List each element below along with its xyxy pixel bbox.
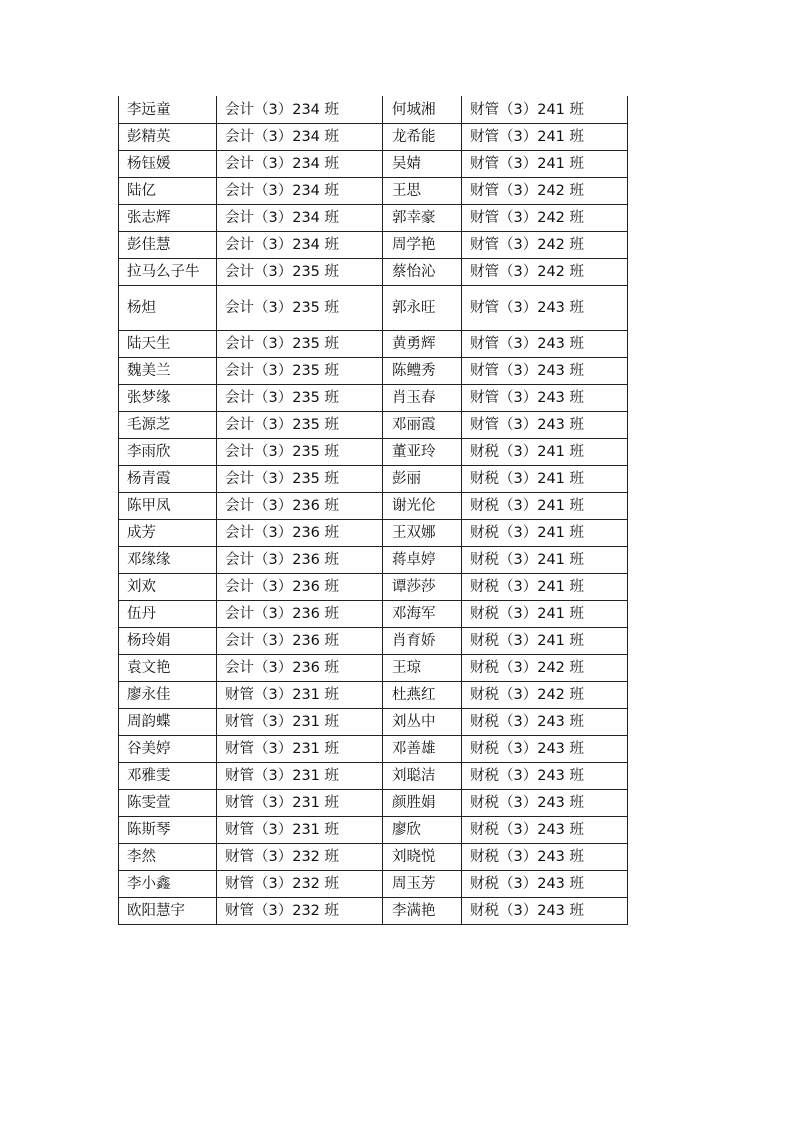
class-cell: 财管（3）243 班 — [462, 385, 628, 412]
class-cell: 财税（3）243 班 — [462, 871, 628, 898]
class-cell: 会计（3）235 班 — [217, 385, 383, 412]
table-row — [119, 259, 628, 286]
class-cell: 财管（3）231 班 — [217, 736, 383, 763]
student-name-cell: 李满艳 — [383, 898, 462, 925]
student-name-cell: 邓缘缘 — [119, 547, 217, 574]
table-row — [119, 385, 628, 412]
student-name-cell: 颜胜娟 — [383, 790, 462, 817]
student-name-cell: 黄勇辉 — [383, 331, 462, 358]
student-name-cell: 邓善雄 — [383, 736, 462, 763]
table-row — [119, 286, 628, 331]
student-name-cell: 郭幸豪 — [383, 205, 462, 232]
class-cell: 会计（3）236 班 — [217, 601, 383, 628]
table-row — [119, 124, 628, 151]
class-cell: 会计（3）235 班 — [217, 439, 383, 466]
class-cell: 财税（3）243 班 — [462, 736, 628, 763]
student-name-cell: 刘丛中 — [383, 709, 462, 736]
class-cell: 财管（3）231 班 — [217, 709, 383, 736]
student-name-cell: 吴婧 — [383, 151, 462, 178]
class-cell: 会计（3）236 班 — [217, 493, 383, 520]
class-cell: 财税（3）241 班 — [462, 628, 628, 655]
table-row — [119, 205, 628, 232]
class-cell: 财管（3）231 班 — [217, 817, 383, 844]
class-cell: 财管（3）232 班 — [217, 898, 383, 925]
class-cell: 财税（3）242 班 — [462, 682, 628, 709]
student-name-cell: 张梦缘 — [119, 385, 217, 412]
class-cell: 财税（3）241 班 — [462, 601, 628, 628]
student-name-cell: 董亚玲 — [383, 439, 462, 466]
class-cell: 财管（3）243 班 — [462, 412, 628, 439]
student-name-cell: 王双娜 — [383, 520, 462, 547]
table-row — [119, 844, 628, 871]
table-row — [119, 898, 628, 925]
student-name-cell: 杜燕红 — [383, 682, 462, 709]
student-name-cell: 魏美兰 — [119, 358, 217, 385]
class-cell: 会计（3）235 班 — [217, 286, 383, 331]
class-cell: 财税（3）241 班 — [462, 520, 628, 547]
class-cell: 财管（3）242 班 — [462, 259, 628, 286]
table-row — [119, 232, 628, 259]
table-row — [119, 682, 628, 709]
student-name-cell: 刘晓悦 — [383, 844, 462, 871]
class-cell: 会计（3）234 班 — [217, 232, 383, 259]
class-cell: 会计（3）236 班 — [217, 574, 383, 601]
class-cell: 会计（3）236 班 — [217, 655, 383, 682]
table-row — [119, 790, 628, 817]
class-cell: 财管（3）242 班 — [462, 232, 628, 259]
table-row — [119, 439, 628, 466]
student-name-cell: 陆天生 — [119, 331, 217, 358]
class-cell: 财税（3）242 班 — [462, 655, 628, 682]
class-cell: 财税（3）241 班 — [462, 466, 628, 493]
class-cell: 财管（3）242 班 — [462, 178, 628, 205]
student-name-cell: 刘聪洁 — [383, 763, 462, 790]
student-class-table — [118, 96, 628, 925]
class-cell: 会计（3）234 班 — [217, 124, 383, 151]
class-cell: 财税（3）243 班 — [462, 763, 628, 790]
class-cell: 财管（3）243 班 — [462, 331, 628, 358]
table-row — [119, 178, 628, 205]
class-cell: 财税（3）241 班 — [462, 574, 628, 601]
table-row — [119, 96, 628, 124]
table-row — [119, 547, 628, 574]
student-name-cell: 廖欣 — [383, 817, 462, 844]
student-name-cell: 陈斯琴 — [119, 817, 217, 844]
class-cell: 财税（3）243 班 — [462, 790, 628, 817]
table-row — [119, 655, 628, 682]
student-name-cell: 杨玲娟 — [119, 628, 217, 655]
student-name-cell: 张志辉 — [119, 205, 217, 232]
student-name-cell: 王思 — [383, 178, 462, 205]
student-name-cell: 陆亿 — [119, 178, 217, 205]
class-cell: 财管（3）243 班 — [462, 286, 628, 331]
class-cell: 会计（3）234 班 — [217, 178, 383, 205]
class-cell: 会计（3）236 班 — [217, 520, 383, 547]
student-name-cell: 邓海军 — [383, 601, 462, 628]
table-row — [119, 763, 628, 790]
table-row — [119, 736, 628, 763]
student-name-cell: 毛源芝 — [119, 412, 217, 439]
class-cell: 会计（3）234 班 — [217, 151, 383, 178]
student-name-cell: 周学艳 — [383, 232, 462, 259]
table-row — [119, 493, 628, 520]
table-row — [119, 709, 628, 736]
table-row — [119, 151, 628, 178]
student-name-cell: 肖玉春 — [383, 385, 462, 412]
class-cell: 财管（3）232 班 — [217, 844, 383, 871]
class-cell: 财管（3）241 班 — [462, 151, 628, 178]
table-row — [119, 358, 628, 385]
table-row — [119, 412, 628, 439]
student-name-cell: 蔡怡沁 — [383, 259, 462, 286]
class-cell: 会计（3）235 班 — [217, 331, 383, 358]
table-row — [119, 574, 628, 601]
student-name-cell: 彭佳慧 — [119, 232, 217, 259]
table-row — [119, 520, 628, 547]
student-name-cell: 拉马么子牛 — [119, 259, 217, 286]
student-name-cell: 李小鑫 — [119, 871, 217, 898]
class-cell: 会计（3）236 班 — [217, 628, 383, 655]
student-name-cell: 肖育娇 — [383, 628, 462, 655]
student-name-cell: 邓丽霞 — [383, 412, 462, 439]
student-name-cell: 成芳 — [119, 520, 217, 547]
table-row — [119, 628, 628, 655]
table-row — [119, 466, 628, 493]
class-cell: 财管（3）231 班 — [217, 682, 383, 709]
student-name-cell: 李然 — [119, 844, 217, 871]
class-cell: 财管（3）241 班 — [462, 124, 628, 151]
student-name-cell: 邓雅雯 — [119, 763, 217, 790]
student-name-cell: 周玉芳 — [383, 871, 462, 898]
class-cell: 会计（3）234 班 — [217, 96, 383, 124]
class-cell: 财管（3）231 班 — [217, 790, 383, 817]
student-name-cell: 彭精英 — [119, 124, 217, 151]
class-cell: 财管（3）242 班 — [462, 205, 628, 232]
class-cell: 财税（3）241 班 — [462, 493, 628, 520]
class-cell: 财税（3）241 班 — [462, 439, 628, 466]
student-name-cell: 蒋卓婷 — [383, 547, 462, 574]
student-name-cell: 袁文艳 — [119, 655, 217, 682]
student-name-cell: 彭丽 — [383, 466, 462, 493]
table-row — [119, 331, 628, 358]
class-cell: 会计（3）236 班 — [217, 547, 383, 574]
class-cell: 财税（3）243 班 — [462, 817, 628, 844]
student-name-cell: 龙希能 — [383, 124, 462, 151]
student-name-cell: 郭永旺 — [383, 286, 462, 331]
class-cell: 会计（3）235 班 — [217, 358, 383, 385]
class-cell: 财税（3）243 班 — [462, 898, 628, 925]
table-row — [119, 601, 628, 628]
class-cell: 财税（3）243 班 — [462, 709, 628, 736]
class-cell: 财税（3）243 班 — [462, 844, 628, 871]
student-name-cell: 谢光伦 — [383, 493, 462, 520]
student-name-cell: 廖永佳 — [119, 682, 217, 709]
table-row — [119, 817, 628, 844]
student-name-cell: 杨钰媛 — [119, 151, 217, 178]
student-name-cell: 陈鳢秀 — [383, 358, 462, 385]
class-cell: 财税（3）241 班 — [462, 547, 628, 574]
student-name-cell: 欧阳慧宇 — [119, 898, 217, 925]
student-name-cell: 刘欢 — [119, 574, 217, 601]
student-name-cell: 李远童 — [119, 96, 217, 124]
student-name-cell: 周韵蝶 — [119, 709, 217, 736]
class-cell: 财管（3）243 班 — [462, 358, 628, 385]
class-cell: 会计（3）235 班 — [217, 466, 383, 493]
class-cell: 财管（3）241 班 — [462, 96, 628, 124]
student-name-cell: 王琼 — [383, 655, 462, 682]
student-name-cell: 陈甲凤 — [119, 493, 217, 520]
student-name-cell: 杨炟 — [119, 286, 217, 331]
table-row — [119, 871, 628, 898]
student-name-cell: 杨青霞 — [119, 466, 217, 493]
student-name-cell: 伍丹 — [119, 601, 217, 628]
class-cell: 会计（3）235 班 — [217, 412, 383, 439]
class-cell: 财管（3）232 班 — [217, 871, 383, 898]
student-name-cell: 何城湘 — [383, 96, 462, 124]
student-name-cell: 李雨欣 — [119, 439, 217, 466]
student-name-cell: 谷美婷 — [119, 736, 217, 763]
student-name-cell: 谭莎莎 — [383, 574, 462, 601]
class-cell: 会计（3）234 班 — [217, 205, 383, 232]
student-name-cell: 陈雯萱 — [119, 790, 217, 817]
class-cell: 会计（3）235 班 — [217, 259, 383, 286]
class-cell: 财管（3）231 班 — [217, 763, 383, 790]
table-body — [119, 96, 628, 925]
